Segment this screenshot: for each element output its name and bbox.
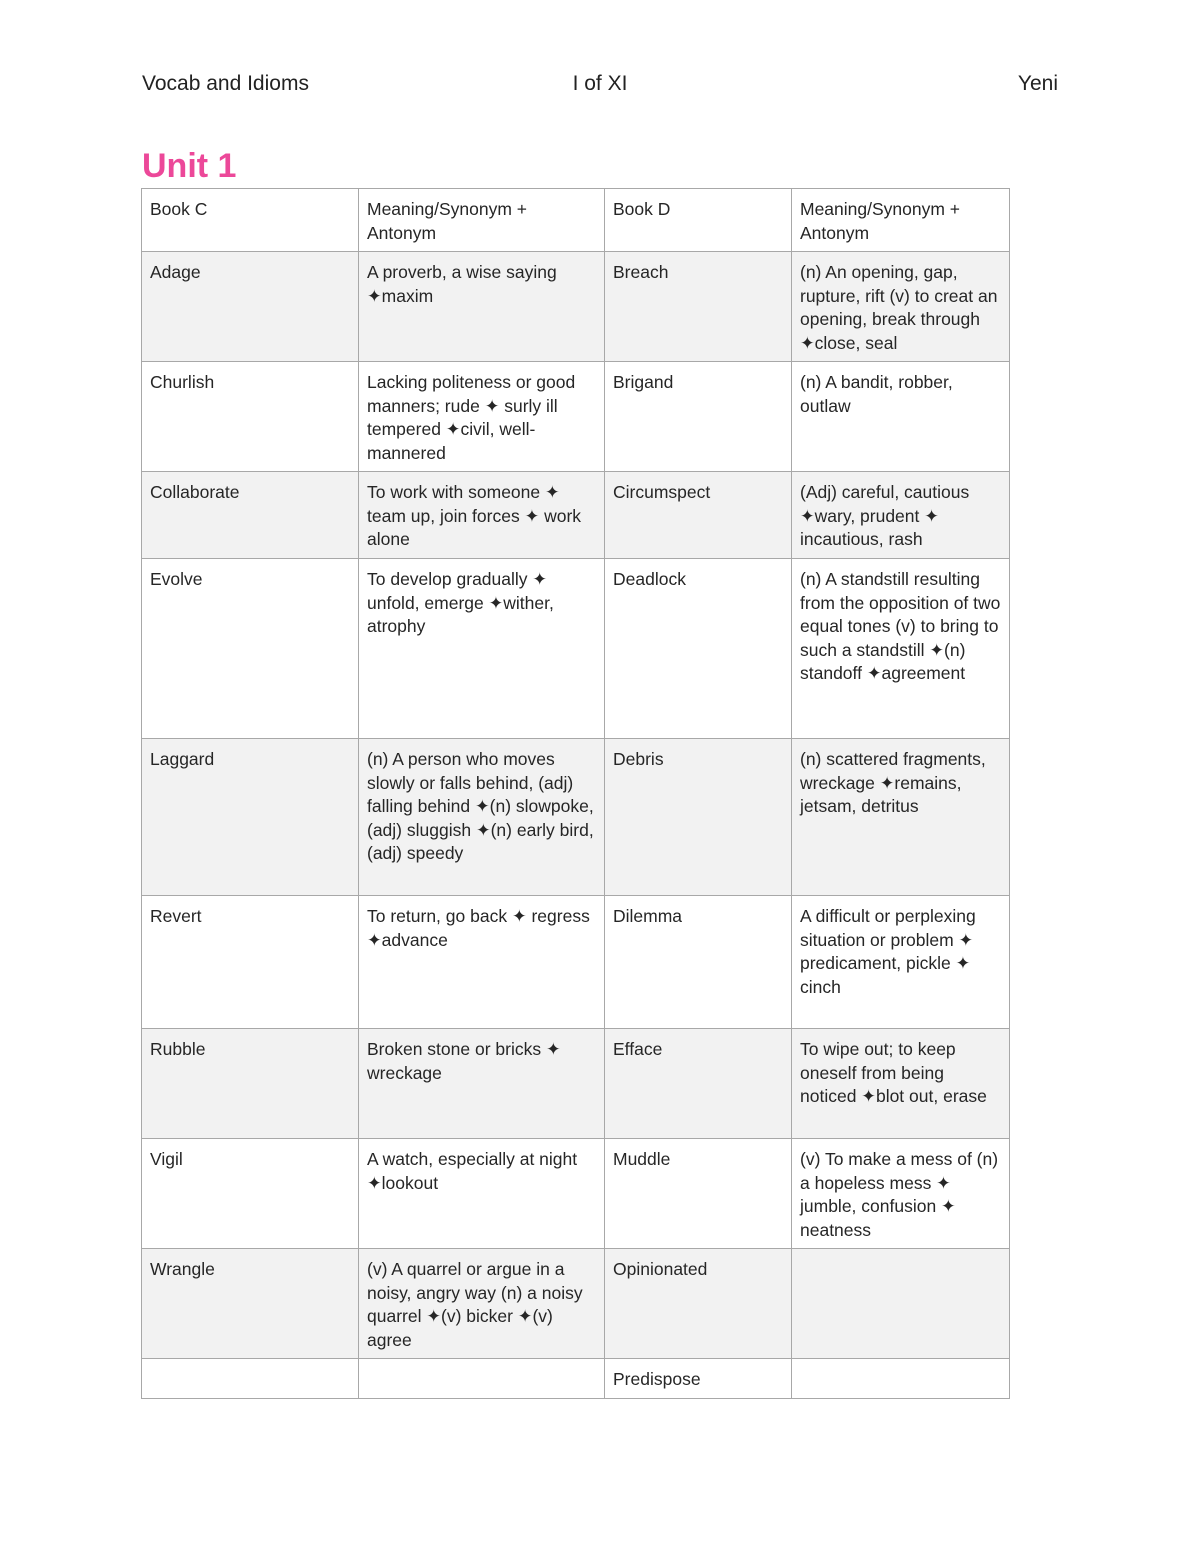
book-c-word: Collaborate xyxy=(142,472,359,559)
table-row xyxy=(142,559,1010,739)
book-c-meaning: To develop gradually ✦ unfold, emerge ✦wither, atrophy xyxy=(359,559,605,739)
book-c-word xyxy=(142,1359,359,1399)
table-row xyxy=(142,739,1010,896)
book-c-meaning: To return, go back ✦ regress ✦advance xyxy=(359,896,605,1029)
book-c-word: Rubble xyxy=(142,1029,359,1139)
book-d-word: Breach xyxy=(605,252,792,362)
column-header-book-d: Book D xyxy=(605,189,792,252)
book-d-meaning: (n) An opening, gap, rupture, rift (v) to creat an opening, break through ✦close, seal xyxy=(792,252,1010,362)
book-d-word: Circumspect xyxy=(605,472,792,559)
table-header-row xyxy=(142,189,1010,252)
vocab-table xyxy=(141,188,1010,1399)
table-row xyxy=(142,1139,1010,1249)
book-c-meaning: Lacking politeness or good manners; rude ✦ surly ill tempered ✦civil, well-mannered xyxy=(359,362,605,472)
book-c-word: Evolve xyxy=(142,559,359,739)
table-row xyxy=(142,362,1010,472)
unit-heading: Unit 1 xyxy=(142,147,237,185)
table-row xyxy=(142,252,1010,362)
book-d-meaning xyxy=(792,1359,1010,1399)
book-d-meaning: A difficult or perplexing situation or problem ✦ predicament, pickle ✦ cinch xyxy=(792,896,1010,1029)
table-row xyxy=(142,1029,1010,1139)
book-c-word: Revert xyxy=(142,896,359,1029)
book-c-meaning: To work with someone ✦ team up, join forces ✦ work alone xyxy=(359,472,605,559)
book-d-word: Predispose xyxy=(605,1359,792,1399)
table-row xyxy=(142,472,1010,559)
table-row xyxy=(142,1359,1010,1399)
book-d-meaning: To wipe out; to keep oneself from being noticed ✦blot out, erase xyxy=(792,1029,1010,1139)
book-d-word: Dilemma xyxy=(605,896,792,1029)
page-header xyxy=(142,68,1058,100)
book-c-word: Vigil xyxy=(142,1139,359,1249)
book-c-word: Churlish xyxy=(142,362,359,472)
book-d-word: Brigand xyxy=(605,362,792,472)
header-page-number: I of XI xyxy=(572,72,628,95)
book-d-meaning: (n) scattered fragments, wreckage ✦remains, jetsam, detritus xyxy=(792,739,1010,896)
table-row xyxy=(142,896,1010,1029)
book-c-word: Wrangle xyxy=(142,1249,359,1359)
column-header-book-c: Book C xyxy=(142,189,359,252)
book-d-meaning: (v) To make a mess of (n) a hopeless mess ✦ jumble, confusion ✦ neatness xyxy=(792,1139,1010,1249)
book-c-meaning: A proverb, a wise saying ✦maxim xyxy=(359,252,605,362)
column-header-meaning-d: Meaning/Synonym + Antonym xyxy=(792,189,1010,252)
book-c-meaning: A watch, especially at night ✦lookout xyxy=(359,1139,605,1249)
book-d-meaning: (Adj) careful, cautious ✦wary, prudent ✦ incautious, rash xyxy=(792,472,1010,559)
book-c-word: Laggard xyxy=(142,739,359,896)
book-d-meaning xyxy=(792,1249,1010,1359)
book-c-meaning xyxy=(359,1359,605,1399)
book-c-word: Adage xyxy=(142,252,359,362)
book-c-meaning: (n) A person who moves slowly or falls behind, (adj) falling behind ✦(n) slowpoke, (adj) sluggish ✦(n) early bird, (adj) speedy xyxy=(359,739,605,896)
book-d-word: Efface xyxy=(605,1029,792,1139)
book-d-meaning: (n) A standstill resulting from the opposition of two equal tones (v) to bring to such a standstill ✦(n) standoff ✦agreement xyxy=(792,559,1010,739)
book-d-word: Muddle xyxy=(605,1139,792,1249)
book-d-meaning: (n) A bandit, robber, outlaw xyxy=(792,362,1010,472)
book-d-word: Deadlock xyxy=(605,559,792,739)
book-d-word: Debris xyxy=(605,739,792,896)
table-row xyxy=(142,1249,1010,1359)
header-author: Yeni xyxy=(1017,72,1058,95)
book-c-meaning: (v) A quarrel or argue in a noisy, angry way (n) a noisy quarrel ✦(v) bicker ✦(v) agree xyxy=(359,1249,605,1359)
book-d-word: Opinionated xyxy=(605,1249,792,1359)
column-header-meaning-c: Meaning/Synonym + Antonym xyxy=(359,189,605,252)
book-c-meaning: Broken stone or bricks ✦ wreckage xyxy=(359,1029,605,1139)
header-document-title: Vocab and Idioms xyxy=(142,72,309,95)
